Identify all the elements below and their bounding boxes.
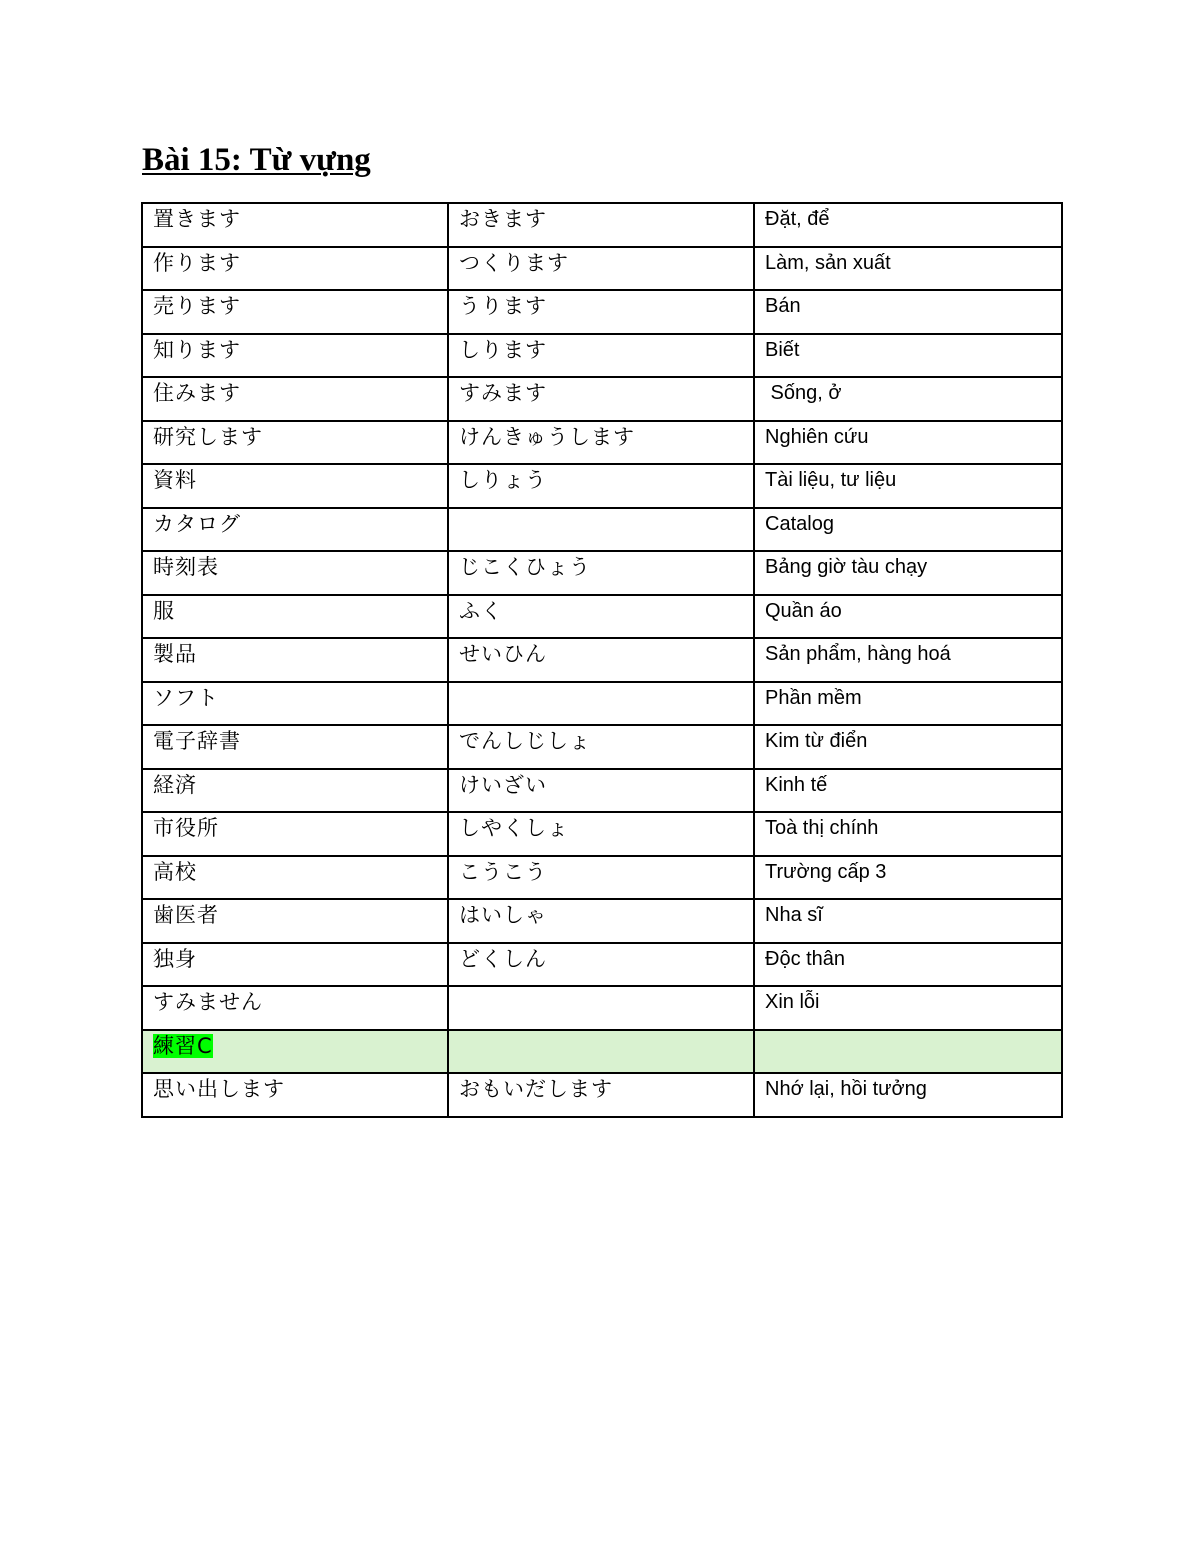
meaning-cell: Trường cấp 3	[754, 856, 1062, 900]
meaning-cell: Catalog	[754, 508, 1062, 552]
table-row	[142, 595, 1062, 639]
meaning-cell: Bảng giờ tàu chạy	[754, 551, 1062, 595]
kanji-cell: カタログ	[142, 508, 448, 552]
table-row	[142, 769, 1062, 813]
kanji-cell: 歯医者	[142, 899, 448, 943]
table-row	[142, 1073, 1062, 1117]
kanji-cell: 時刻表	[142, 551, 448, 595]
table-row	[142, 464, 1062, 508]
table-row	[142, 682, 1062, 726]
meaning-cell: Nghiên cứu	[754, 421, 1062, 465]
section-empty-cell	[754, 1030, 1062, 1074]
meaning-cell: Nhớ lại, hồi tưởng	[754, 1073, 1062, 1117]
kanji-cell: 置きます	[142, 203, 448, 247]
kana-cell: はいしゃ	[448, 899, 754, 943]
table-row	[142, 508, 1062, 552]
table-row	[142, 943, 1062, 987]
kanji-cell: 作ります	[142, 247, 448, 291]
kanji-cell: 住みます	[142, 377, 448, 421]
table-row	[142, 856, 1062, 900]
kana-cell: せいひん	[448, 638, 754, 682]
kanji-cell: ソフト	[142, 682, 448, 726]
meaning-cell: Xin lỗi	[754, 986, 1062, 1030]
meaning-cell: Sống, ở	[754, 377, 1062, 421]
kanji-cell: 製品	[142, 638, 448, 682]
table-row	[142, 725, 1062, 769]
kanji-cell: 服	[142, 595, 448, 639]
meaning-cell: Bán	[754, 290, 1062, 334]
section-header-row	[142, 1030, 1062, 1074]
kana-cell: おもいだします	[448, 1073, 754, 1117]
page-title: Bài 15: Từ vựng	[142, 142, 371, 178]
kana-cell: すみます	[448, 377, 754, 421]
meaning-cell: Đặt, để	[754, 203, 1062, 247]
meaning-cell: Kim từ điển	[754, 725, 1062, 769]
kanji-cell: 独身	[142, 943, 448, 987]
kana-cell: でんしじしょ	[448, 725, 754, 769]
kana-cell: しりょう	[448, 464, 754, 508]
kana-cell: うります	[448, 290, 754, 334]
vocabulary-table	[141, 202, 1063, 1118]
kana-cell: じこくひょう	[448, 551, 754, 595]
kana-cell: けいざい	[448, 769, 754, 813]
table-row	[142, 247, 1062, 291]
table-row	[142, 638, 1062, 682]
kana-cell: ふく	[448, 595, 754, 639]
meaning-cell: Tài liệu, tư liệu	[754, 464, 1062, 508]
kanji-cell: 市役所	[142, 812, 448, 856]
kana-cell: こうこう	[448, 856, 754, 900]
table-row	[142, 377, 1062, 421]
table-row	[142, 334, 1062, 378]
table-row	[142, 421, 1062, 465]
meaning-cell: Toà thị chính	[754, 812, 1062, 856]
kanji-cell: 知ります	[142, 334, 448, 378]
meaning-cell: Làm, sản xuất	[754, 247, 1062, 291]
kana-cell	[448, 508, 754, 552]
table-row	[142, 812, 1062, 856]
meaning-cell: Độc thân	[754, 943, 1062, 987]
table-row	[142, 551, 1062, 595]
kanji-cell: 電子辞書	[142, 725, 448, 769]
kanji-cell: 経済	[142, 769, 448, 813]
kana-cell: つくります	[448, 247, 754, 291]
section-label: 練習C	[153, 1033, 213, 1058]
meaning-cell: Quần áo	[754, 595, 1062, 639]
kana-cell: おきます	[448, 203, 754, 247]
kana-cell: けんきゅうします	[448, 421, 754, 465]
meaning-cell: Nha sĩ	[754, 899, 1062, 943]
section-empty-cell	[448, 1030, 754, 1074]
table-row	[142, 986, 1062, 1030]
kana-cell	[448, 986, 754, 1030]
kanji-cell: 思い出します	[142, 1073, 448, 1117]
meaning-cell: Biết	[754, 334, 1062, 378]
kanji-cell: すみません	[142, 986, 448, 1030]
kanji-cell: 売ります	[142, 290, 448, 334]
kana-cell	[448, 682, 754, 726]
kanji-cell: 資料	[142, 464, 448, 508]
kana-cell: どくしん	[448, 943, 754, 987]
table-row	[142, 899, 1062, 943]
meaning-cell: Kinh tế	[754, 769, 1062, 813]
kana-cell: しります	[448, 334, 754, 378]
table-row	[142, 203, 1062, 247]
meaning-cell: Sản phẩm, hàng hoá	[754, 638, 1062, 682]
kana-cell: しやくしょ	[448, 812, 754, 856]
meaning-cell: Phần mềm	[754, 682, 1062, 726]
kanji-cell: 研究します	[142, 421, 448, 465]
table-row	[142, 290, 1062, 334]
section-header-cell	[142, 1030, 448, 1074]
kanji-cell: 高校	[142, 856, 448, 900]
